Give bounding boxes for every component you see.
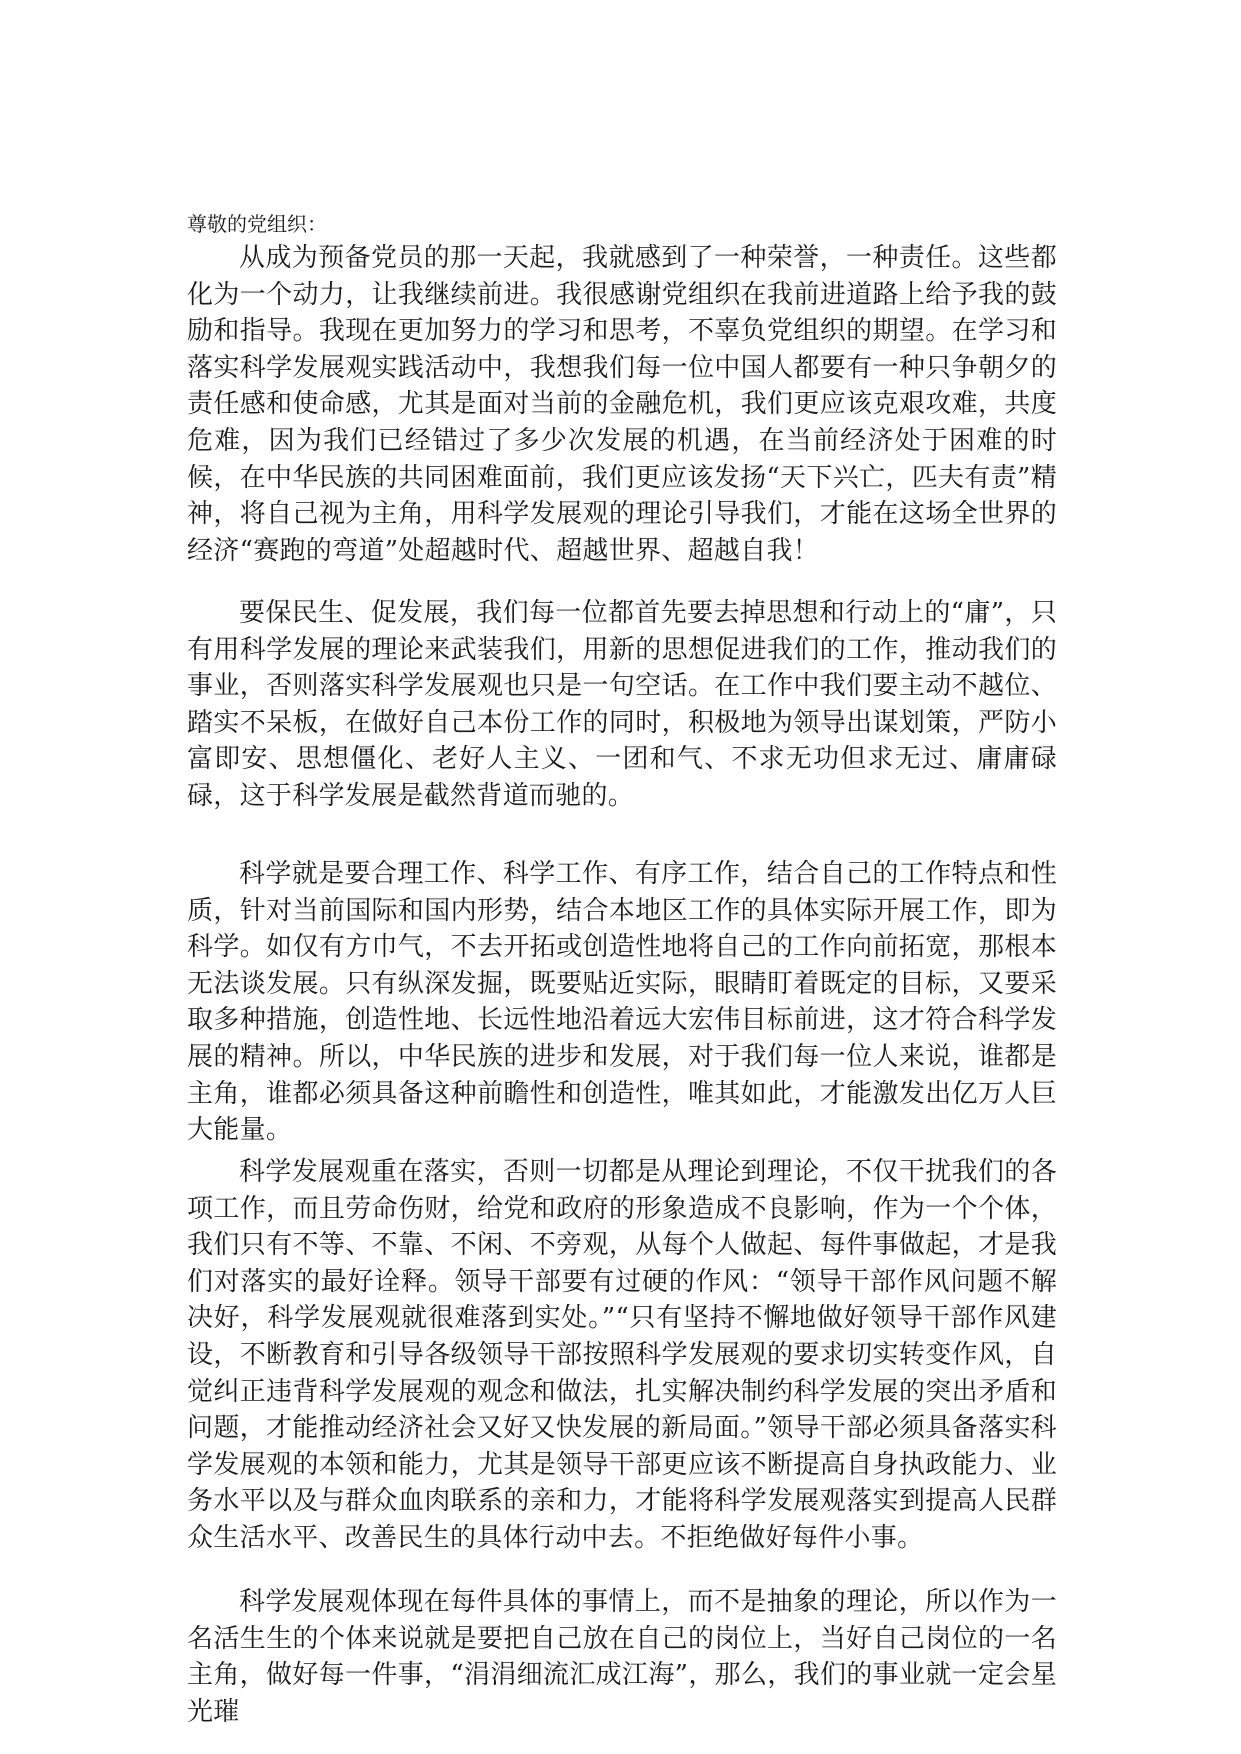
paragraph-livelihood: 要保民生、促发展，我们每一位都首先要去掉思想和行动上的“庸”，只有用科学发展的理论来武装我们，用新的思想促进我们的工作，推动我们的事业，否则落实科学发展观也只是一句空话。在工作中我们要主动不越位、踏实不呆板，在做好自己本份工作的同时，积极地为领导出谋划策，严防小富即安、思想僵化、老好人主义、一团和气、不求无功但求无过、庸庸碌碌，这于科学发展是截然背道而驰的。 — [187, 598, 1057, 811]
paragraph-concrete-matters: 科学发展观体现在每件具体的事情上，而不是抽象的理论，所以作为一名活生生的个体来说就是要把自己放在自己的岗位上，当好自己岗位的一名主角，做好每一件事，“涓涓细流汇成江海”，那么，我们的事业就一定会星光璀 — [187, 1587, 1057, 1727]
paragraph-implementation: 科学发展观重在落实，否则一切都是从理论到理论，不仅干扰我们的各项工作，而且劳命伤财，给党和政府的形象造成不良影响，作为一个个体，我们只有不等、不靠、不闲、不旁观，从每个人做起、每件事做起，才是我们对落实的最好诠释。领导干部要有过硬的作风：“领导干部作风问题不解决好，科学发展观就很难落到实处。”“只有坚持不懈地做好领导干部作风建设，不断教育和引导各级领导干部按照科学发展观的要求切实转变作风，自觉纠正违背科学发展观的观念和做法，扎实解决制约科学发展的突出矛盾和问题，才能推动经济社会又好又快发展的新局面。”领导干部必须具备落实科学发展观的本领和能力，尤其是领导干部更应该不断提高自身执政能力、业务水平以及与群众血肉联系的亲和力，才能将科学发展观落实到提高人民群众生活水平、改善民生的具体行动中去。不拒绝做好每件小事。 — [187, 1157, 1057, 1553]
salutation: 尊敬的党组织： — [187, 212, 327, 236]
paragraph-commitment: 从成为预备党员的那一天起，我就感到了一种荣誉，一种责任。这些都化为一个动力，让我继续前进。我很感谢党组织在我前进道路上给予我的鼓励和指导。我现在更加努力的学习和思考，不辜负党组织的期望。在学习和落实科学发展观实践活动中，我想我们每一位中国人都要有一种只争朝夕的责任感和使命感，尤其是面对当前的金融危机，我们更应该克艰攻难，共度危难，因为我们已经错过了多少次发展的机遇，在当前经济处于困难的时候，在中华民族的共同困难面前，我们更应该发扬“天下兴亡，匹夫有责”精神，将自己视为主角，用科学发展观的理论引导我们，才能在这场全世界的经济“赛跑的弯道”处超越时代、超越世界、超越自我！ — [187, 243, 1057, 566]
paragraph-science: 科学就是要合理工作、科学工作、有序工作，结合自己的工作特点和性质，针对当前国际和国内形势，结合本地区工作的具体实际开展工作，即为科学。如仅有方巾气，不去开拓或创造性地将自己的工作向前拓宽，那根本无法谈发展。只有纵深发掘，既要贴近实际，眼睛盯着既定的目标，又要采取多种措施，创造性地、长远性地沿着远大宏伟目标前进，这才符合科学发展的精神。所以，中华民族的进步和发展，对于我们每一位人来说，谁都是主角，谁都必须具备这种前瞻性和创造性，唯其如此，才能激发出亿万人巨大能量。 — [187, 859, 1057, 1146]
